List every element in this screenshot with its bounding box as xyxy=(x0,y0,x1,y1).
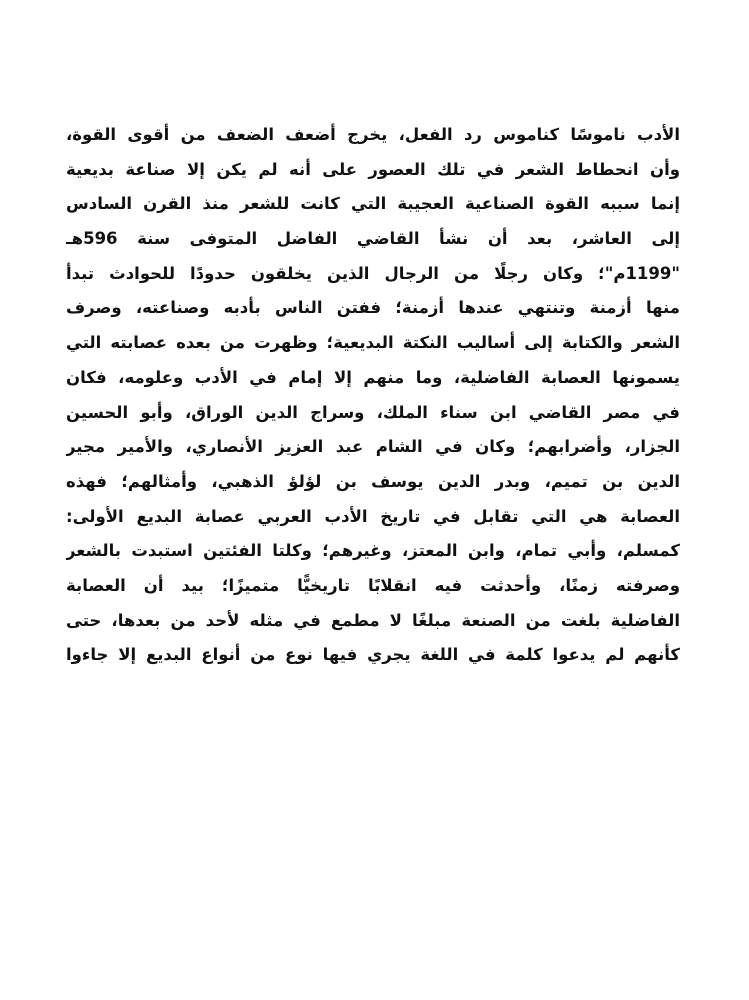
text-line-6: منها أزمنة وتنتهي عندها أزمنة؛ ففتن الناس بأدبه وصناعته، وصرف xyxy=(66,298,680,318)
body-text xyxy=(66,118,680,673)
text-line-9: في مصر القاضي ابن سناء الملك، وسراج الدين الوراق، وأبو الحسين xyxy=(66,402,680,422)
text-line-3: إنما سببه القوة الصناعية العجيبة التي كانت للشعر منذ القرن السادس xyxy=(66,194,680,214)
text-line-2: وأن انحطاط الشعر في تلك العصور على أنه لم يكن إلا صناعة بديعية xyxy=(66,159,680,179)
text-line-4: إلى العاشر، بعد أن نشأ القاضي الفاضل المتوفى سنة 596هـ xyxy=(66,229,680,249)
text-line-15: الفاضلية بلغت من الصنعة مبلغًا لا مطمع في مثله لأحد من بعدها، حتى xyxy=(66,610,680,630)
text-line-12: العصابة هي التي تقابل في تاريخ الأدب العربي عصابة البديع الأولى: xyxy=(66,506,680,526)
text-line-11: الدين بن تميم، وبدر الدين يوسف بن لؤلؤ الذهبي، وأمثالهم؛ فهذه xyxy=(66,471,680,491)
text-line-8: يسمونها العصابة الفاضلية، وما منهم إلا إمام في الأدب وعلومه، فكان xyxy=(66,367,680,387)
text-line-14: وصرفته زمنًا، وأحدثت فيه انقلابًا تاريخيًّا متميزًا؛ بيد أن العصابة xyxy=(66,575,680,595)
text-line-10: الجزار، وأضرابهم؛ وكان في الشام عبد العزيز الأنصاري، والأمير مجير xyxy=(66,437,680,457)
text-line-13: كمسلم، وأبي تمام، وابن المعتز، وغيرهم؛ وكلتا الفئتين استبدت بالشعر xyxy=(66,541,680,561)
text-line-5: "1199م"؛ وكان رجلًا من الرجال الذين يخلقون حدودًا للحوادث تبدأ xyxy=(66,263,680,283)
text-line-16: كأنهم لم يدعوا كلمة في اللغة يجري فيها نوع من أنواع البديع إلا جاءوا xyxy=(66,645,680,665)
text-line-7: الشعر والكتابة إلى أساليب النكتة البديعية؛ وظهرت من بعده عصابته التي xyxy=(66,333,680,353)
text-line-1: الأدب ناموسًا كناموس رد الفعل، يخرج أضعف الضعف من أقوى القوة، xyxy=(66,125,680,144)
